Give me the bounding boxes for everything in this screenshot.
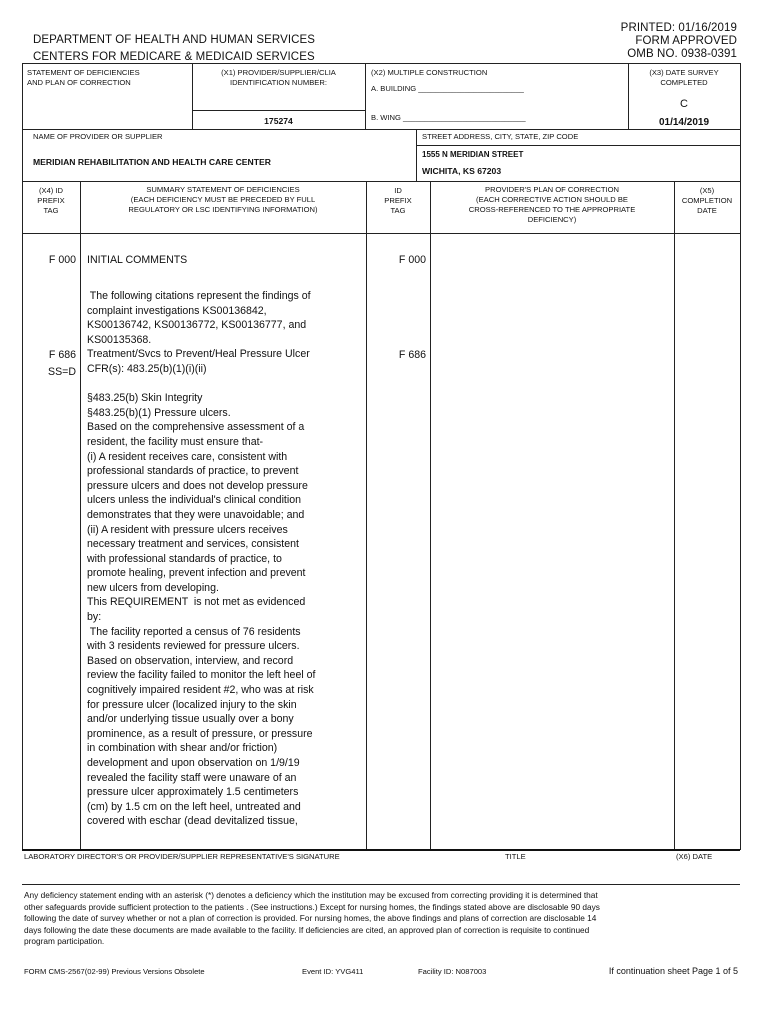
body-line: necessary treatment and services, consistent [87, 538, 299, 551]
deficiency-body [87, 289, 315, 829]
x4-prefix-label: PREFIX [37, 196, 65, 205]
printed-date: PRINTED: 01/16/2019 [620, 22, 737, 34]
tag-f000-right: F 000 [398, 254, 426, 266]
provider-name: MERIDIAN REHABILITATION AND HEALTH CARE CENTER [33, 157, 271, 167]
summary-subheading-2: REGULATORY OR LSC IDENTIFYING INFORMATION) [128, 205, 318, 214]
scope-severity: SS=D [48, 366, 76, 378]
body-line: §483.25(b) Skin Integrity [87, 392, 203, 405]
body-line: prominence, as a result of pressure, or pressure [87, 727, 313, 740]
body-line: The facility reported a census of 76 residents [87, 625, 301, 638]
disclaimer-line: Any deficiency statement ending with an asterisk (*) denotes a deficiency which the institution may be excused from correcting providing it is determined that [24, 890, 598, 900]
body-line: pressure ulcer approximately 1.5 centimeters [87, 786, 299, 799]
tag-f686-right: F 686 [398, 349, 426, 361]
facility-id: Facility ID: N087003 [418, 967, 487, 976]
body-line: complaint investigations KS00136842, [87, 304, 267, 317]
body-line: Treatment/Svcs to Prevent/Heal Pressure Ulcer [87, 348, 310, 361]
title-label: TITLE [505, 852, 526, 861]
plan-label: AND PLAN OF CORRECTION [27, 78, 131, 87]
address-label: STREET ADDRESS, CITY, STATE, ZIP CODE [422, 132, 579, 141]
body-line: resident, the facility must ensure that- [87, 435, 264, 448]
wing-field: B. WING _____________________________ [371, 113, 526, 122]
id-tag-label: TAG [390, 206, 406, 215]
tag-f686-left: F 686 [48, 349, 76, 361]
body-line: Based on the comprehensive assessment of a [87, 421, 305, 434]
omb-number: OMB NO. 0938-0391 [627, 48, 737, 60]
x5-date-label: DATE [697, 206, 717, 215]
agency-name: CENTERS FOR MEDICARE & MEDICAID SERVICES [33, 51, 315, 63]
plan-subheading-3: DEFICIENCY) [527, 215, 577, 224]
body-line: KS00135368. [87, 333, 152, 346]
body-line: demonstrates that they were unavoidable; and [87, 508, 305, 521]
department-name: DEPARTMENT OF HEALTH AND HUMAN SERVICES [33, 34, 316, 46]
body-line: review the facility failed to monitor the left heel of [87, 669, 316, 682]
body-line: by: [87, 611, 102, 624]
building-field: A. BUILDING _________________________ [371, 84, 524, 93]
body-line [87, 377, 315, 392]
body-line: §483.25(b)(1) Pressure ulcers. [87, 406, 231, 419]
survey-completed-date: 01/14/2019 [658, 117, 710, 128]
body-line: (ii) A resident with pressure ulcers receives [87, 523, 288, 536]
survey-type-code: C [680, 98, 688, 110]
body-line: and/or underlying tissue usually over a bony [87, 713, 294, 726]
id-label: ID [394, 186, 402, 195]
body-line: for pressure ulcer (localized injury to the skin [87, 698, 297, 711]
summary-heading: SUMMARY STATEMENT OF DEFICIENCIES [146, 185, 300, 194]
plan-subheading-1: (EACH CORRECTIVE ACTION SHOULD BE [476, 195, 628, 204]
body-line: revealed the facility staff were unaware of an [87, 771, 297, 784]
statement-label: STATEMENT OF DEFICIENCIES [27, 68, 140, 77]
body-line: Based on observation, interview, and record [87, 654, 294, 667]
body-line: The following citations represent the findings of [87, 290, 311, 302]
street-address: 1555 N MERIDIAN STREET [422, 150, 524, 159]
signature-label: LABORATORY DIRECTOR'S OR PROVIDER/SUPPLIER REPRESENTATIVE'S SIGNATURE [24, 852, 340, 861]
x5-completion-label: COMPLETION [681, 196, 733, 205]
x4-label: (X4) ID [38, 186, 64, 195]
x5-label: (X5) [699, 186, 715, 195]
provider-name-label: NAME OF PROVIDER OR SUPPLIER [33, 132, 163, 141]
body-line: This REQUIREMENT is not met as evidenced [87, 596, 306, 609]
body-line: covered with eschar (dead devitalized tissue, [87, 815, 298, 828]
multiple-construction-label: (X2) MULTIPLE CONSTRUCTION [371, 68, 488, 77]
disclaimer-line: program participation. [24, 936, 105, 946]
x3-label: (X3) DATE SURVEY [649, 68, 719, 77]
disclaimer-line: following the date of survey whether or not a plan of correction is provided. For nursing homes, the above findings and plans of correction are disclosable 14 [24, 913, 597, 923]
plan-subheading-2: CROSS-REFERENCED TO THE APPROPRIATE [468, 205, 636, 214]
body-line: in combination with shear and/or friction) [87, 742, 278, 755]
x4-tag-label: TAG [43, 206, 59, 215]
body-line: (i) A resident receives care, consistent with [87, 450, 288, 463]
body-line: KS00136742, KS00136772, KS00136777, and [87, 319, 307, 332]
body-line: new ulcers from developing. [87, 581, 219, 594]
x1-sublabel: IDENTIFICATION NUMBER: [230, 78, 327, 87]
page-indicator: If continuation sheet Page 1 of 5 [608, 966, 738, 976]
body-line: CFR(s): 483.25(b)(1)(i)(ii) [87, 362, 207, 375]
plan-heading: PROVIDER'S PLAN OF CORRECTION [485, 185, 619, 194]
body-line: pressure ulcers and does not develop pressure [87, 479, 308, 492]
x6-date-label: (X6) DATE [676, 852, 713, 861]
body-line: cognitively impaired resident #2, who was at risk [87, 684, 314, 697]
body-line: with professional standards of practice, to [87, 552, 282, 565]
city-state-zip: WICHITA, KS 67203 [422, 166, 502, 176]
event-id: Event ID: YVG411 [302, 967, 364, 976]
x3-sublabel: COMPLETED [660, 78, 708, 87]
provider-id-number: 175274 [264, 116, 293, 126]
body-line: with 3 residents reviewed for pressure ulcers. [87, 640, 300, 653]
id-prefix-label: PREFIX [384, 196, 412, 205]
body-line: ulcers unless the individual's clinical condition [87, 494, 302, 507]
disclaimer-line: days following the date these documents are made available to the facility. If deficiencies are cited, an approved plan of correction is requisite to continued [24, 924, 590, 935]
tag-f000-left: F 000 [48, 254, 76, 266]
body-line: development and upon observation on 1/9/19 [87, 757, 300, 769]
body-line: (cm) by 1.5 cm on the left heel, untreated and [87, 800, 301, 813]
disclaimer-line: other safeguards provide sufficient protection to the patients . (See instructions.) Except for nursing homes, the findings stated above are disclosable 90 days [24, 901, 600, 912]
body-line: professional standards of practice, to prevent [87, 465, 299, 478]
form-number: FORM CMS-2567(02-99) Previous Versions Obsolete [24, 967, 205, 976]
disclaimer [24, 890, 600, 948]
x1-label: (X1) PROVIDER/SUPPLIER/CLIA [221, 68, 336, 77]
initial-comments-title: INITIAL COMMENTS [87, 254, 188, 266]
body-line: promote healing, prevent infection and prevent [87, 567, 306, 580]
form-approved: FORM APPROVED [635, 35, 737, 47]
summary-subheading-1: (EACH DEFICIENCY MUST BE PRECEDED BY FULL [130, 195, 316, 204]
